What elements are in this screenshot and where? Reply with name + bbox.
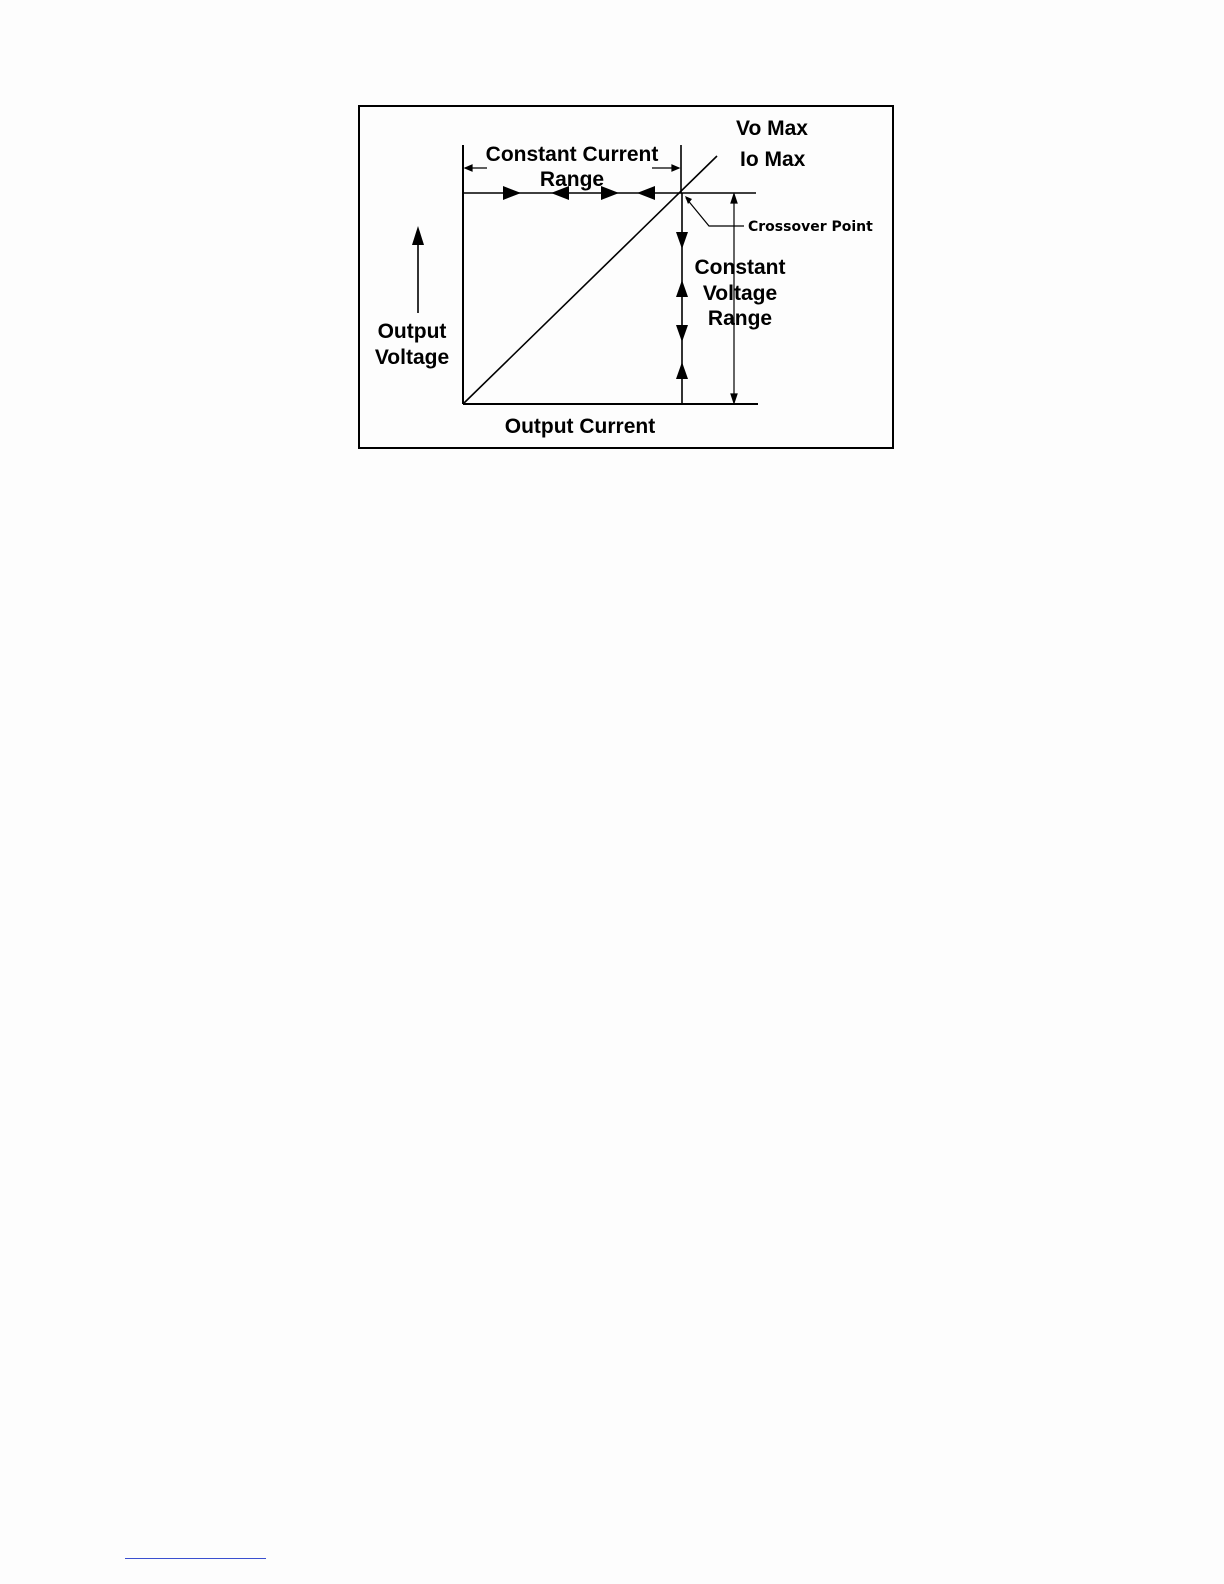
- crossover-leader-head: [685, 196, 692, 204]
- io-max-label: Io Max: [740, 148, 806, 171]
- footnote-rule: [125, 1558, 266, 1559]
- cc-range-label-line2: Range: [539, 168, 605, 191]
- y-axis-label-line1: Output: [377, 320, 447, 343]
- cc-range-label-line1: Constant Current: [485, 143, 659, 166]
- x-axis-label: Output Current: [504, 415, 656, 438]
- crossover-label: Crossover Point: [748, 219, 873, 235]
- y-axis-label-line2: Voltage: [374, 346, 450, 369]
- vo-max-label: Vo Max: [736, 117, 808, 140]
- cv-range-label-line3: Range: [707, 307, 773, 330]
- cv-range-label-line2: Voltage: [702, 282, 778, 305]
- cv-range-label-line1: Constant: [694, 256, 786, 279]
- y-axis-arrow-head: [412, 226, 424, 245]
